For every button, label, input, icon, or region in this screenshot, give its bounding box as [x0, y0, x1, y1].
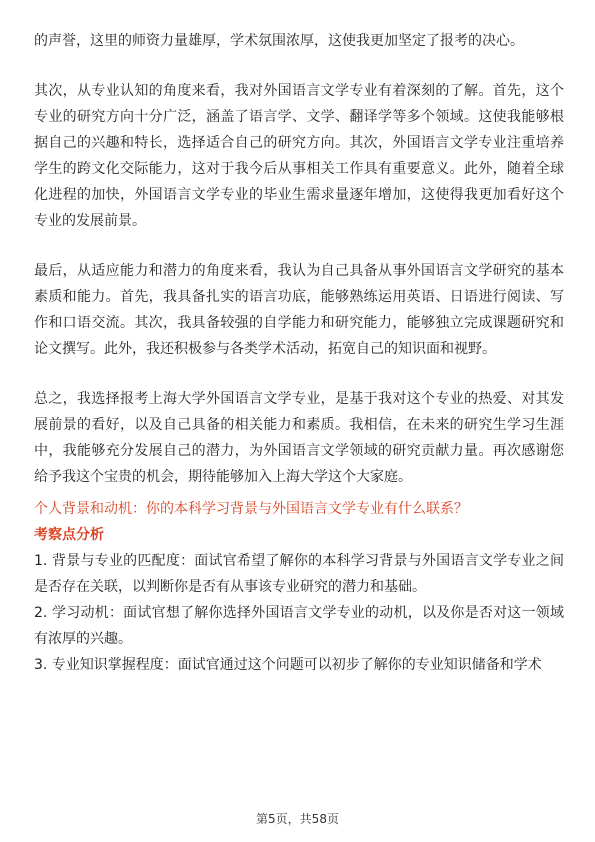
paragraph-reputation: 的声誉，这里的师资力量雄厚，学术氛围浓厚，这使我更加坚定了报考的决心。 — [34, 33, 524, 49]
paragraph-conclusion: 总之，我选择报考上海大学外国语言文学专业，是基于我对这个专业的热爱、对其发展前景的看好，以及自己具备的相关能力和素质。我相信，在未来的研究生学习生涯中，我能够充分发展自己的潜力，为外国语言文学领域的研究贡献力量。再次感谢您给予我这个宝贵的机会，期待能够加入上海大学这个大家庭。 — [34, 391, 564, 485]
paragraph-major-understanding: 其次，从专业认知的角度来看，我对外国语言文学专业有着深刻的了解。首先，这个专业的研究方向十分广泛，涵盖了语言学、文学、翻译学等多个领域。这使我能够根据自己的兴趣和特长，选择适合自己的研究方向。其次，外国语言文学专业注重培养学生的跨文化交际能力，这对于我今后从事相关工作具有重要意义。此外，随着全球化进程的加快，外国语言文学专业的毕业生需求量逐年增加，这使得我更加看好这个专业的发展前景。 — [34, 83, 564, 229]
analysis-heading: 考察点分析 — [34, 527, 104, 543]
list-item: 1. 背景与专业的匹配度：面试官希望了解你的本科学习背景与外国语言文学专业之间是否存在关联，以判断你是否有从事该专业研究的潜力和基础。 — [34, 553, 564, 595]
question-title: 个人背景和动机：你的本科学习背景与外国语言文学专业有什么联系？ — [34, 501, 468, 517]
page-number: 第5页，共58页 — [256, 812, 339, 826]
list-item: 2. 学习动机：面试官想了解你选择外国语言文学专业的动机，以及你是否对这一领域有浓厚的兴趣。 — [34, 605, 564, 647]
page-body — [34, 28, 564, 678]
paragraph-ability-potential: 最后，从适应能力和潜力的角度来看，我认为自己具备从事外国语言文学研究的基本素质和能力。首先，我具备扎实的语言功底，能够熟练运用英语、日语进行阅读、写作和口语交流。其次，我具备较强的自学能力和研究能力，能够独立完成课题研究和论文撰写。此外，我还积极参与各类学术活动，拓宽自己的知识面和视野。 — [34, 263, 564, 357]
list-item: 3. 专业知识掌握程度：面试官通过这个问题可以初步了解你的专业知识储备和学术 — [34, 657, 542, 673]
analysis-list — [34, 548, 564, 678]
